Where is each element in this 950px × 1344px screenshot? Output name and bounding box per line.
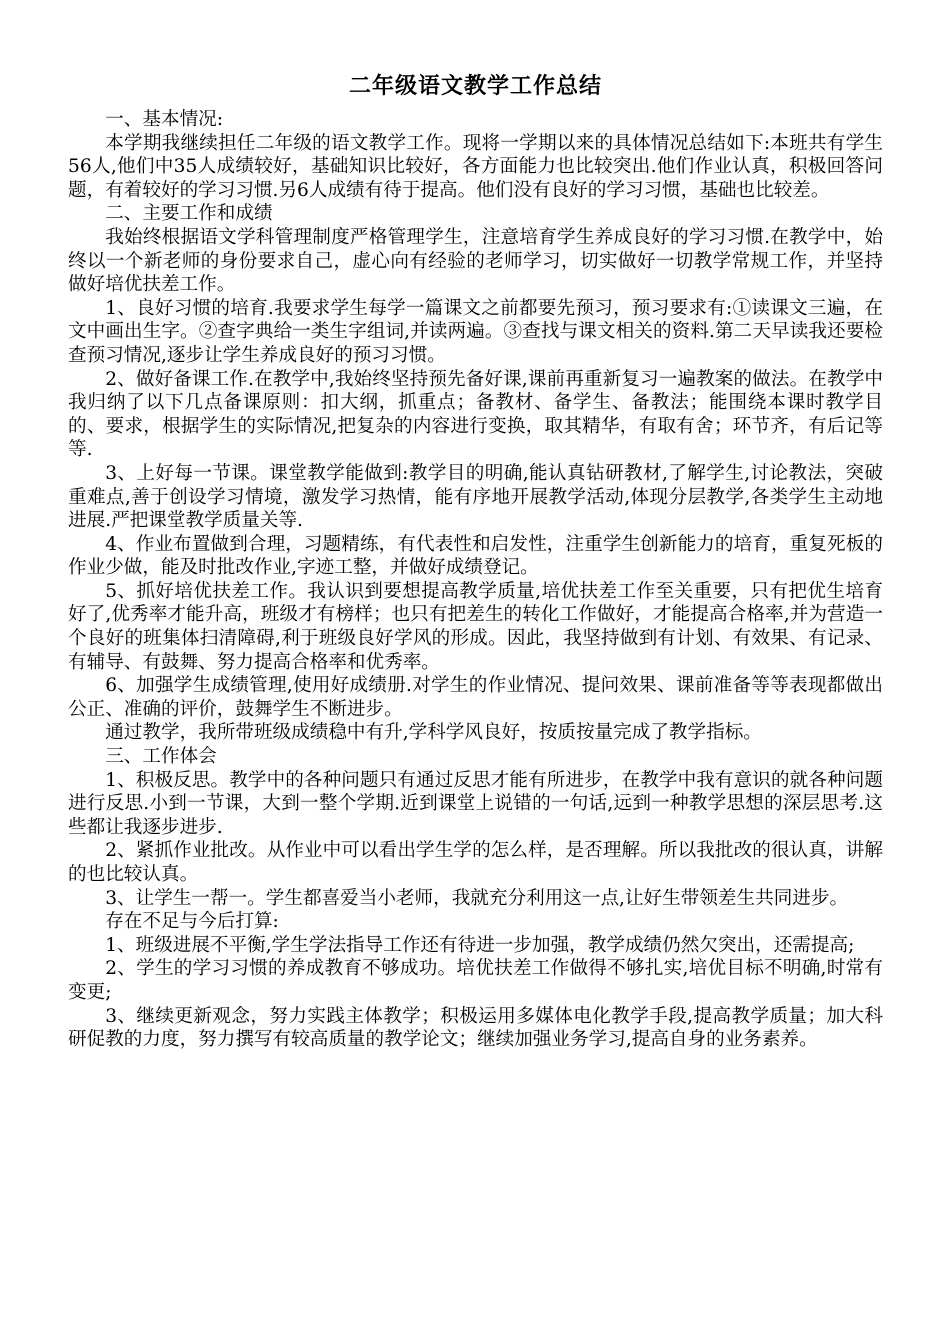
section-heading-experience: 三、工作体会 [105, 746, 217, 768]
paragraph-shortcoming-1: 1、班级进展不平衡,学生学法指导工作还有待进一步加强，教学成绩仍然欠突出，还需提高; [105, 934, 855, 956]
paragraph-results: 通过教学，我所带班级成绩稳中有升,学科学风良好，按质按量完成了教学指标。 [105, 722, 762, 744]
paragraph-item-5-tutoring: 5、抓好培优扶差工作。我认识到要想提高教学质量,培优扶差工作至关重要，只有把优生培育好了,优秀率才能升高，班级才有榜样；也只有把差生的转化工作做好，才能提高合格率,并为营造一个良好的班集体扫清障碍,利于班级良好学风的形成。因此，我坚持做到有计划、有效果、有记录、有辅导、有鼓舞、努力提高合格率和优秀率。 [68, 580, 883, 673]
paragraph-peer-help: 3、让学生一帮一。学生都喜爱当小老师，我就充分利用这一点,让好生带领差生共同进步。 [105, 887, 849, 909]
paragraph-management: 我始终根据语文学科管理制度严格管理学生，注意培育学生养成良好的学习习惯.在教学中，始终以一个新老师的身份要求自己，虚心向有经验的老师学习，切实做好一切教学常规工作，并坚持做好培优扶差工作。 [68, 226, 883, 296]
paragraph-homework-grading: 2、紧抓作业批改。从作业中可以看出学生学的怎么样，是否理解。所以我批改的很认真，讲解的也比较认真。 [68, 840, 883, 885]
section-heading-main-work: 二、主要工作和成绩 [105, 203, 273, 225]
section-heading-shortcomings: 存在不足与今后打算: [105, 911, 279, 933]
paragraph-shortcoming-2: 2、学生的学习习惯的养成教育不够成功。培优扶差工作做得不够扎实,培优目标不明确,时常有变更; [68, 958, 883, 1003]
section-heading-basic: 一、基本情况: [105, 109, 224, 130]
document-title: 二年级语文教学工作总结 [348, 73, 602, 99]
paragraph-item-4-homework: 4、作业布置做到合理，习题精练，有代表性和启发性，注重学生创新能力的培育，重复死板的作业少做，能及时批改作业,字迹工整，并做好成绩登记。 [68, 533, 883, 579]
paragraph-item-3-classes: 3、上好每一节课。课堂教学能做到:教学目的明确,能认真钻研教材,了解学生,讨论教法，突破重难点,善于创设学习情境，激发学习热情，能有序地开展教学活动,体现分层教学,各类学生主动地进展.严把课堂教学质量关等. [68, 462, 883, 532]
paragraph-plan-3: 3、继续更新观念，努力实践主体教学；积极运用多媒体电化教学手段,提高教学质量；加大科研促教的力度，努力撰写有较高质量的教学论文；继续加强业务学习,提高自身的业务素养。 [68, 1005, 883, 1051]
paragraph-item-1-habits: 1、良好习惯的培育.我要求学生每学一篇课文之前都要先预习，预习要求有:①读课文三遍，在文中画出生字。②查字典给一类生字组词,并读两遍。③查找与课文相关的资料.第二天早读我还要检查预习情况,逐步让学生养成良好的预习习惯。 [68, 297, 883, 366]
paragraph-item-2-lesson-prep: 2、做好备课工作.在教学中,我始终坚持预先备好课,课前再重新复习一遍教案的做法。在教学中我归纳了以下几点备课原则：扣大纲，抓重点；备教材、备学生、备教法；能围绕本课时教学目的、要求，根据学生的实际情况,把复杂的内容进行变换，取其精华，有取有舍；环节齐，有后记等等. [68, 368, 883, 461]
paragraph-basic-situation: 本学期我继续担任二年级的语文教学工作。现将一学期以来的具体情况总结如下:本班共有学生56人,他们中35人成绩较好，基础知识比较好，各方面能力也比较突出.他们作业认真，积极回答问题，有着较好的学习习惯.另6人成绩有待于提高。他们没有良好的学习习惯，基础也比较差。 [68, 132, 883, 201]
document-page [68, 70, 883, 1052]
paragraph-item-6-grades: 6、加强学生成绩管理,使用好成绩册.对学生的作业情况、提问效果、课前准备等等表现都做出公正、准确的评价，鼓舞学生不断进步。 [68, 675, 883, 720]
paragraph-reflection: 1、积极反思。教学中的各种问题只有通过反思才能有所进步，在教学中我有意识的就各种问题进行反思.小到一节课，大到一整个学期.近到课堂上说错的一句话,远到一种教学思想的深层思考.这些都让我逐步进步. [68, 769, 883, 838]
